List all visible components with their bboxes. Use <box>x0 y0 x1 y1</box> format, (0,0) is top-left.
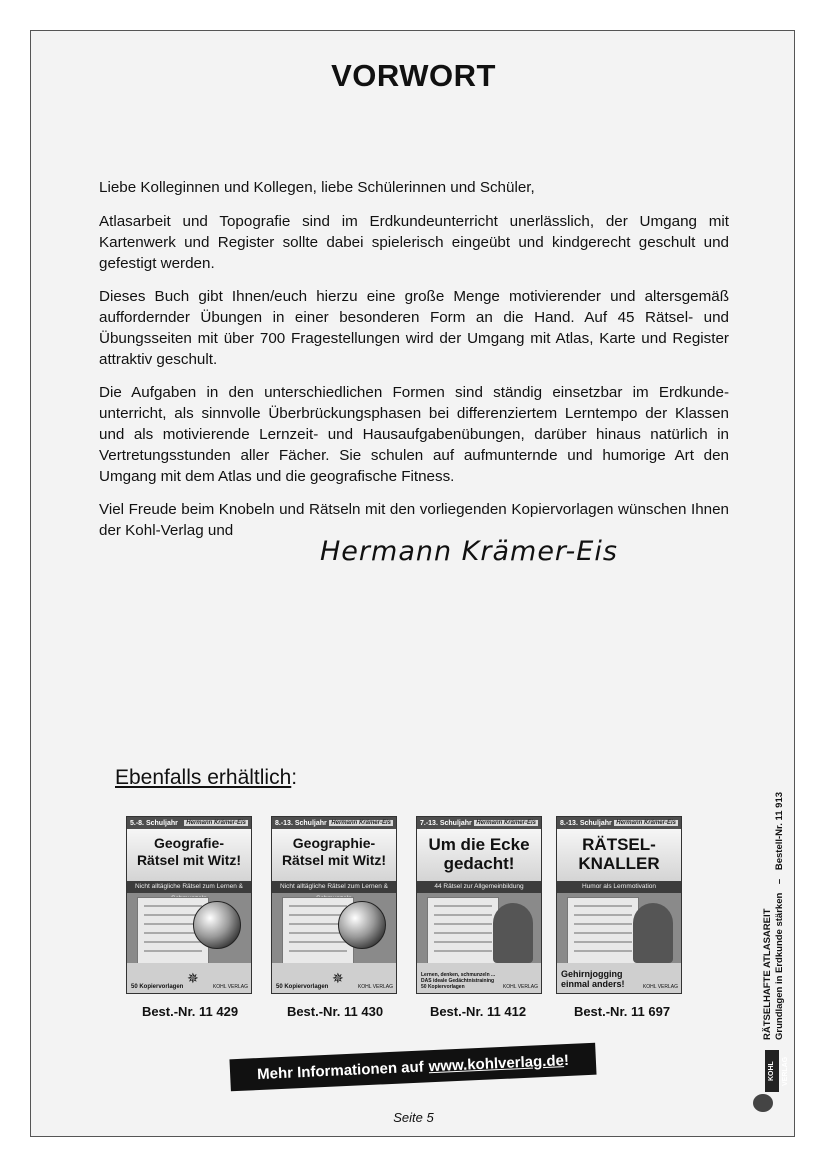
book-footer: 50 Kopiervorlagen <box>131 984 184 990</box>
book-title-line2: Rätsel mit Witz! <box>136 852 242 868</box>
book-title-line2: KNALLER <box>578 854 660 873</box>
banner-suffix: ! <box>563 1051 570 1069</box>
book-title <box>272 829 396 881</box>
greeting-paragraph: Liebe Kolleginnen und Kollegen, liebe Schülerinnen und Schüler, <box>99 179 535 196</box>
book-title-line1: Um die Ecke <box>428 835 530 854</box>
book-grade: 8.-13. Schuljahr <box>560 819 612 827</box>
book-author: Hermann Krämer-Eis <box>186 820 246 826</box>
book-grade-band <box>272 817 396 829</box>
book-title <box>417 829 541 881</box>
book-author: Hermann Krämer-Eis <box>331 820 391 826</box>
book-title-line1: RÄTSEL- <box>582 835 656 854</box>
publisher-website-link[interactable]: www.kohlverlag.de <box>428 1051 565 1075</box>
book-author: Hermann Krämer-Eis <box>476 820 536 826</box>
author-signature: Hermann Krämer-Eis <box>320 536 618 567</box>
book-cover-raetsel-knaller[interactable] <box>556 816 682 994</box>
paragraph-2: Dieses Buch gibt Ihnen/euch hierzu eine große Menge motivierender und altersgemäß auffordernder Übungen in einer besonderen Form an die Hand. Auf 45 Rätsel- und Übungsseiten mit über 700 Fragestellungen wird der Umgang mit Atlas, Karte und Register attraktiv geschult. <box>99 288 729 368</box>
book-grade: 5.-8. Schuljahr <box>130 819 178 827</box>
globe-icon <box>338 901 386 949</box>
book-grade: 7.-13. Schuljahr <box>420 819 472 827</box>
compass-rose-icon: ✵ <box>332 970 344 986</box>
page-title: VORWORT <box>331 58 496 93</box>
book-publisher: KOHL VERLAG <box>212 984 248 990</box>
tree-icon <box>753 1094 773 1112</box>
book-title-line2: gedacht! <box>443 854 515 873</box>
sidebar-separator: – <box>774 878 785 885</box>
book-subtitle: 44 Rätsel zur Allgemeinbildung <box>417 881 541 893</box>
book-title-line2: Rätsel mit Witz! <box>281 852 387 868</box>
paragraph-1: Atlasarbeit und Topografie sind im Erdkundeunterricht unerlässlich, der Umgang mit Kartenwerk und Register sollte dabei spielerisch eingeübt und kindgerecht geschult und gefestigt werden. <box>99 213 729 272</box>
book-grade-band <box>557 817 681 829</box>
order-number-3: Best.-Nr. 11 412 <box>429 1004 527 1019</box>
book-grade: 8.-13. Schuljahr <box>275 819 327 827</box>
book-cover-geographie[interactable] <box>271 816 397 994</box>
paragraph-3: Die Aufgaben in den unterschiedlichen Formen sind ständig einsetzbar im Erdkundeunterricht, als sinnvolle Überbrückungsphasen bei differenziertem Lerntempo der Klassen und als motivierende Lernzeit- und Hausaufgabenübungen, darüber hinaus natürlich in Vertretungsstunden aller Fächer. Sie schulen auf aufmunternde und humorige Art den Umgang mit dem Atlas und die geografische Fitness. <box>99 384 729 485</box>
book-publisher: KOHL VERLAG <box>502 984 538 990</box>
compass-rose-icon: ✵ <box>187 970 199 986</box>
also-available-colon: : <box>291 766 298 789</box>
book-subtitle: Humor als Lernmotivation <box>557 881 681 893</box>
book-grade-band <box>417 817 541 829</box>
globe-icon <box>193 901 241 949</box>
book-title-line1: Geographie- <box>292 835 376 851</box>
student-photo <box>493 903 533 963</box>
sidebar-book-info <box>762 792 786 1040</box>
sidebar-book-subtitle: Grundlagen in Erdkunde stärken <box>774 892 785 1040</box>
book-author: Hermann Krämer-Eis <box>616 820 676 826</box>
page-number: Seite 5 <box>393 1110 434 1125</box>
woman-photo <box>633 903 673 963</box>
book-footer: 50 Kopiervorlagen <box>276 984 329 990</box>
also-available-label: Ebenfalls erhältlich <box>115 766 292 789</box>
order-number-4: Best.-Nr. 11 697 <box>573 1004 671 1019</box>
also-available-heading <box>115 766 297 790</box>
book-title-line1: Geografie- <box>153 835 224 851</box>
book-title <box>127 829 251 881</box>
book-grade-band <box>127 817 251 829</box>
book-subtitle: Nicht alltägliche Rätsel zum Lernen & <box>272 881 396 893</box>
book-footer: Lernen, denken, schmunzeln ... DAS ideale Gedächtnistraining 50 Kopiervorlagen <box>421 972 496 990</box>
book-title <box>557 829 681 881</box>
logo-text: KOHL VERLAG <box>765 1050 779 1092</box>
foreword-body <box>99 177 729 553</box>
paragraph-4: Viel Freude beim Knobeln und Rätseln mit den vorliegenden Kopiervorlagen wünschen Ihnen der Kohl-Verlag und <box>99 501 729 539</box>
book-publisher: KOHL VERLAG <box>642 984 678 990</box>
order-number-2: Best.-Nr. 11 430 <box>286 1004 384 1019</box>
book-footer: Gehirnjogging einmal anders! <box>561 969 625 989</box>
kohl-verlag-logo <box>753 1046 789 1116</box>
order-number-1: Best.-Nr. 11 429 <box>141 1004 239 1019</box>
sidebar-book-title: RÄTSELHAFTE ATLASAREIT <box>762 908 773 1040</box>
banner-text: Mehr Informationen auf <box>256 1058 425 1083</box>
sidebar-order-number: Bestell-Nr. 11 913 <box>774 791 785 871</box>
book-subtitle: Nicht alltägliche Rätsel zum Lernen & <box>127 881 251 893</box>
book-publisher: KOHL VERLAG <box>357 984 393 990</box>
book-cover-um-die-ecke[interactable] <box>416 816 542 994</box>
book-cover-geografie[interactable] <box>126 816 252 994</box>
